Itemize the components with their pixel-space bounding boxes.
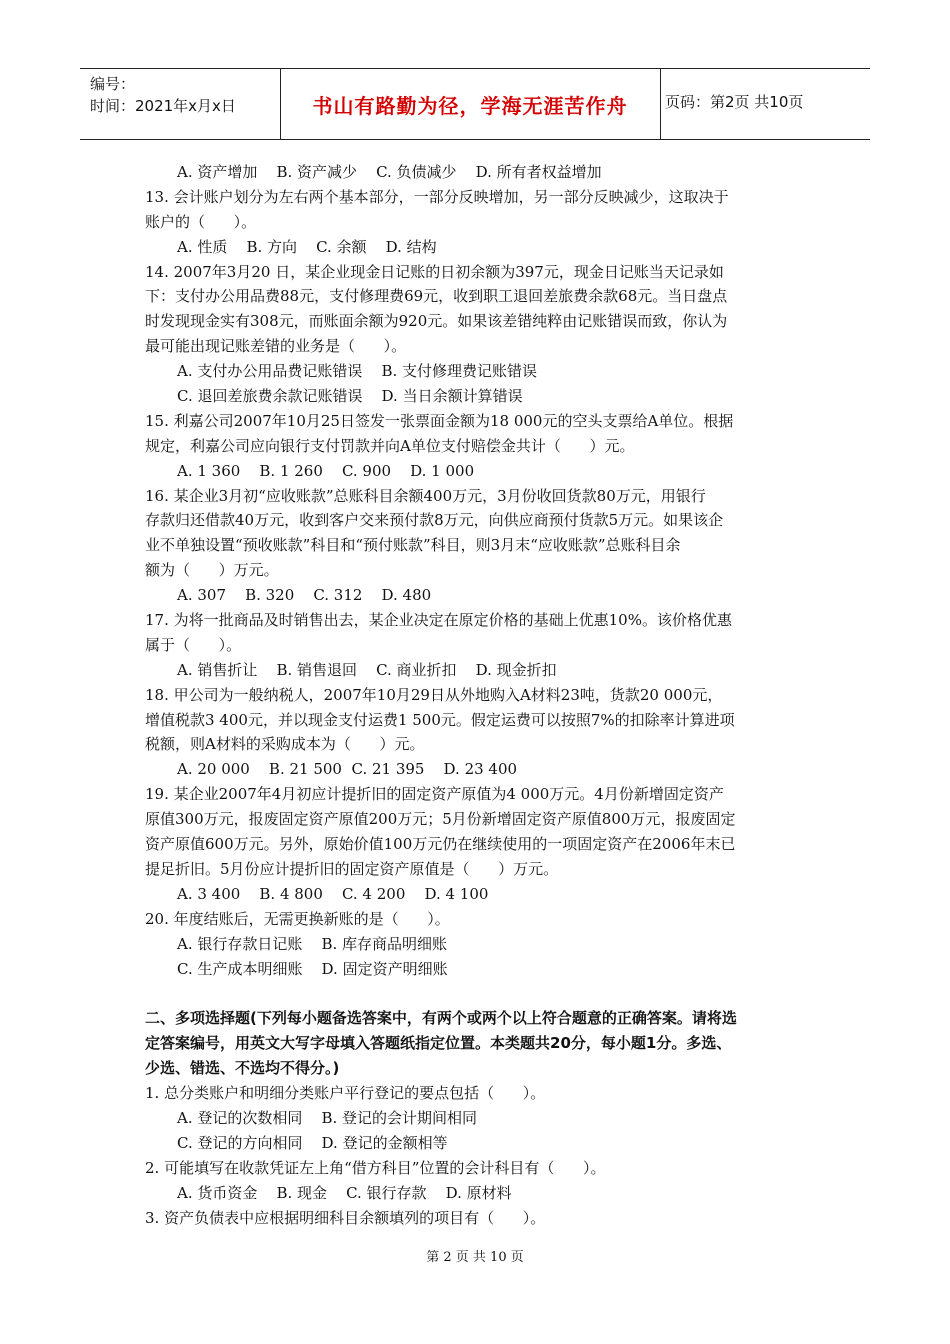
question-text: 2. 可能填写在收款凭证左上角“借方科目”位置的会计科目有（ ）。 [145,1158,606,1177]
answer-options: A. 支付办公用品费记账错误 B. 支付修理费记账错误 [177,362,538,381]
question-text: 资产原值600万元。另外，原始价值100万元仍在继续使用的一项固定资产在2006年末已 [145,835,736,854]
question-text: 1. 总分类账户和明细分类账户平行登记的要点包括（ ）。 [145,1084,546,1103]
answer-options: A. 3 400 B. 4 800 C. 4 200 D. 4 100 [177,884,489,903]
answer-options: A. 307 B. 320 C. 312 D. 480 [177,586,432,605]
answer-options: C. 生产成本明细账 D. 固定资产明细账 [177,959,448,978]
answer-options: A. 1 360 B. 1 260 C. 900 D. 1 000 [177,461,475,480]
question-text: 存款归还借款40万元，收到客户交来预付款8万元，向供应商预付货款5万元。如果该企 [145,511,724,530]
question-text: 规定，利嘉公司应向银行支付罚款并向A单位支付赔偿金共计（ ）元。 [145,436,635,455]
answer-options: A. 货币资金 B. 现金 C. 银行存款 D. 原材料 [177,1183,512,1202]
header-divider [660,69,661,139]
answer-options: C. 退回差旅费余款记账错误 D. 当日余额计算错误 [177,387,523,406]
question-text: 账户的（ ）。 [145,212,257,231]
question-text: 最可能出现记账差错的业务是（ ）。 [145,337,407,356]
question-text: 税额，则A材料的采购成本为（ ）元。 [145,735,425,754]
question-text: 13. 会计账户划分为左右两个基本部分，一部分反映增加，另一部分反映减少，这取决于 [145,187,729,206]
answer-options: A. 20 000 B. 21 500 C. 21 395 D. 23 400 [177,760,518,779]
question-text: 提足折旧。5月份应计提折旧的固定资产原值是（ ）万元。 [145,859,559,878]
question-text: 20. 年度结账后，无需更换新账的是（ ）。 [145,909,450,928]
answer-options: A. 登记的次数相同 B. 登记的会计期间相同 [177,1108,478,1127]
header-page-label: 页码：第2页 共10页 [665,93,804,111]
question-text: 增值税款3 400元，并以现金支付运费1 500元。假定运费可以按照7%的扣除率计算进项 [145,710,735,729]
question-text: 属于（ ）。 [145,635,242,654]
question-text: 15. 利嘉公司2007年10月25日签发一张票面金额为18 000元的空头支票给A单位。根据 [145,411,734,430]
answer-options: A. 资产增加 B. 资产减少 C. 负债减少 D. 所有者权益增加 [177,163,602,181]
answer-options: A. 银行存款日记账 B. 库存商品明细账 [177,934,448,953]
question-text: 额为（ ）万元。 [145,561,279,580]
section-title: 定答案编号，用英文大写字母填入答题纸指定位置。本类题共20分，每小题1分。多选、 [145,1034,732,1053]
question-text: 14. 2007年3月20 日，某企业现金日记账的日初余额为397元，现金日记账当天记录如 [145,262,724,281]
header-motto: 书山有路勤为径，学海无涯苦作舟 [312,93,628,118]
question-text: 16. 某企业3月初“应收账款”总账科目余额400万元，3月份收回货款80万元，用银行 [145,486,706,505]
section-title: 少选、错选、不选均不得分。) [145,1059,340,1078]
document-body [145,160,810,1230]
header-info [90,73,236,117]
question-text: 3. 资产负债表中应根据明细科目余额填列的项目有（ ）。 [145,1208,546,1227]
question-text: 下：支付办公用品费88元，支付修理费69元，收到职工退回差旅费余款68元。当日盘点 [145,287,728,306]
page-header [80,68,870,140]
answer-options: A. 性质 B. 方向 C. 余额 D. 结构 [177,237,437,256]
page-footer: 第 2 页 共 10 页 [426,1250,524,1265]
section-gap [145,981,810,1006]
doc-number-label: 编号： [90,75,136,93]
question-text: 业不单独设置“预收账款”科目和“预付账款”科目，则3月末“应收账款”总账科目余 [145,536,681,555]
question-text: 18. 甲公司为一般纳税人，2007年10月29日从外地购入A材料23吨，货款20 000元， [145,685,723,704]
question-text: 原值300万元，报废固定资产原值200万元；5月份新增固定资产原值800万元，报废固定 [145,810,736,829]
section-title: 二、多项选择题(下列每小题备选答案中，有两个或两个以上符合题意的正确答案。请将选 [145,1009,737,1028]
question-text: 时发现现金实有308元，而账面余额为920元。如果该差错纯粹由记账错误而致，你认为 [145,312,728,331]
question-text: 17. 为将一批商品及时销售出去，某企业决定在原定价格的基础上优惠10%。该价格优惠 [145,611,732,630]
question-text: 19. 某企业2007年4月初应计提折旧的固定资产原值为4 000万元。4月份新增固定资产 [145,785,724,804]
answer-options: A. 销售折让 B. 销售退回 C. 商业折扣 D. 现金折扣 [177,660,557,679]
doc-date-label: 时间：2021年x月x日 [90,97,236,115]
answer-options: C. 登记的方向相同 D. 登记的金额相等 [177,1133,448,1152]
